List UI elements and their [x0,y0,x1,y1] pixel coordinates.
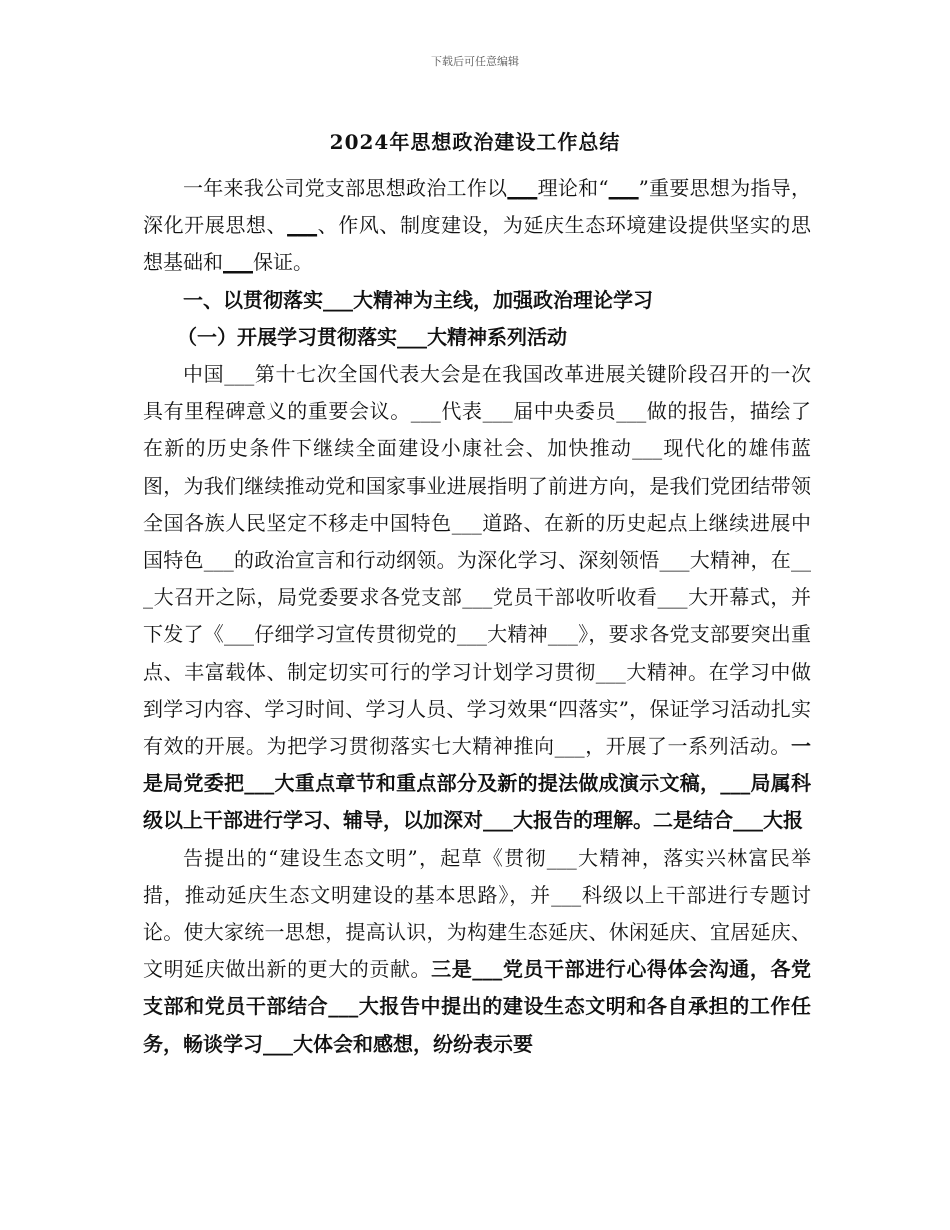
intro-text-2: 理论和“ [537,176,609,200]
intro-blank-3: ___ [287,213,318,238]
paragraph-1-text: 中国___第十七次全国代表大会是在我国改革进展关键阶段召开的一次具有里程碑意义的重要会议。___代表___届中央委员___做的报告，描绘了在新的历史条件下继续全面建设小康社会、加快推动___现代化的雄伟蓝图，为我们继续推动党和国家事业进展指明了前进方向，是我们党团结带领全国各族人民坚定不移走中国特色___道路、在新的历史起点上继续进展中国特色___的政治宣言和行动纲领。为深化学习、深刻领悟___大精神，在___大召开之际，局党委要求各党支部___党员干部收听收看___大开幕式，并下发了《___仔细学习宣传贯彻党的___大精神___》，要求各党支部要突出重点、丰富载体、制定切实可行的学习计划学习贯彻___大精神。在学习中做到学习内容、学习时间、学习人员、学习效果“四落实”，保证学习活动扎实有效的开展。为把学习贯彻落实七大精神推向___，开展了一系列活动。 [143,362,811,759]
intro-blank-4: ___ [223,250,253,275]
intro-text-3: ”重要思想为指导，深化开展思想、 [143,176,812,238]
intro-blank-2: ___ [608,176,639,200]
section-heading-1: 一、以贯彻落实___大精神为主线，加强政治理论学习 [183,287,653,312]
paragraph-2-text: 告提出的“建设生态文明”，起草《贯彻___大精神，落实兴林富民举措，推动延庆生态文明建设的基本思路》，并___科级以上干部进行专题讨论。使大家统一思想，提高认识，为构建生态延庆、休闲延庆、宜居延庆、文明延庆做出新的更大的贡献。 [143,845,811,982]
intro-text-4: 、作风、制度建设，为延庆生态环境建设提供坚实的思想基础和 [143,213,812,275]
intro-text-5: 保证。 [253,250,313,275]
document-title: 2024年思想政治建设工作总结 [329,130,621,154]
body-paragraph-1 [143,356,811,840]
intro-text-1: 一年来我公司党支部思想政治工作以 [183,176,508,200]
paragraph-1-bold-text: 一是局党委把___大重点章节和重点部分及新的提法做成演示文稿，___局属科级以上干部进行学习、辅导，以加深对___大报告的理解。二是结合___大报 [143,734,811,833]
intro-paragraph [143,170,811,282]
subsection-heading-1: （一）开展学习贯彻落实___大精神系列活动 [177,324,567,349]
document-body [143,170,811,1063]
page-header-note: 下载后可任意编辑 [431,55,519,68]
intro-blank-1: ___ [507,176,538,200]
body-paragraph-2 [143,840,811,1063]
paragraph-2-bold-text: 三是___党员干部进行心得体会沟通，各党支部和党员干部结合___大报告中提出的建设生态文明和各自承担的工作任务，畅谈学习___大体会和感想，纷纷表示要 [143,957,812,1056]
